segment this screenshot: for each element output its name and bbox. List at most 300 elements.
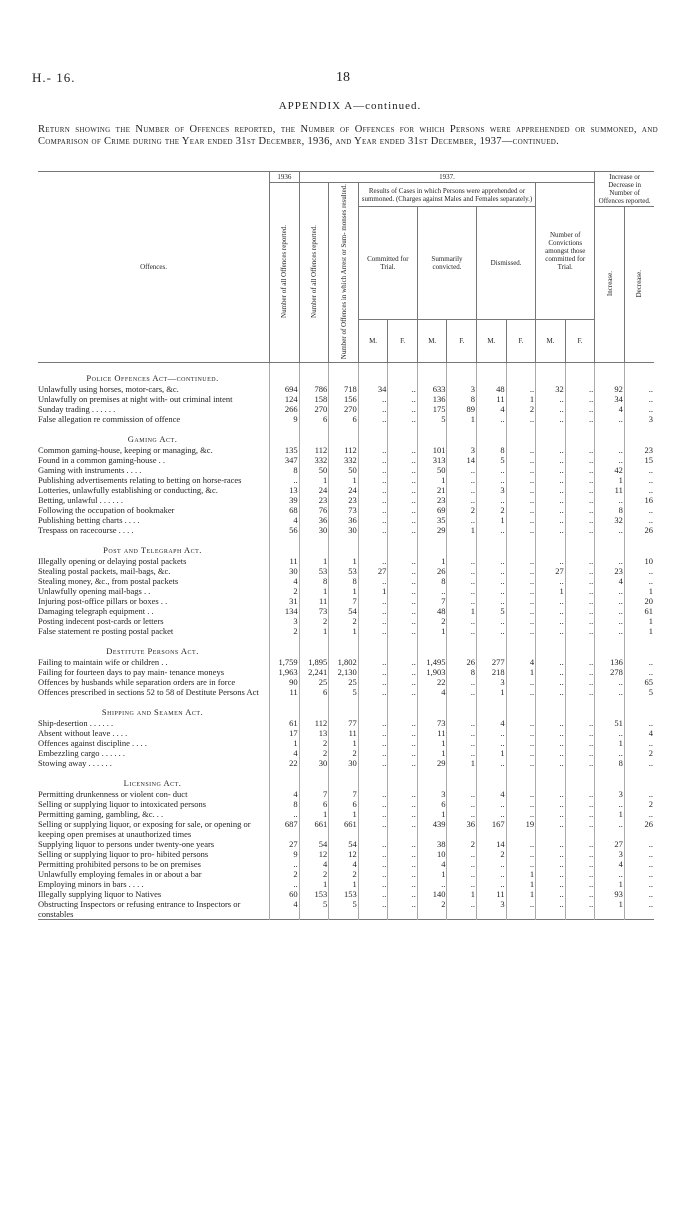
value-cell: .. bbox=[565, 384, 595, 394]
value-cell: 7 bbox=[417, 596, 447, 606]
empty-cell bbox=[447, 535, 477, 556]
value-cell: .. bbox=[388, 495, 418, 505]
value-cell: .. bbox=[536, 758, 566, 768]
value-cell: 20 bbox=[624, 596, 654, 606]
offence-label: False statement re posting postal packet bbox=[38, 626, 174, 637]
value-cell: 8 bbox=[329, 576, 359, 586]
value-cell: .. bbox=[624, 505, 654, 515]
value-cell: .. bbox=[506, 495, 536, 505]
value-cell: 1 bbox=[299, 586, 329, 596]
value-cell: 4 bbox=[417, 687, 447, 697]
value-cell: 8 bbox=[595, 758, 625, 768]
value-cell: .. bbox=[417, 879, 447, 889]
value-cell: 7 bbox=[329, 596, 359, 606]
value-cell: 1 bbox=[358, 586, 388, 596]
value-cell: 136 bbox=[417, 394, 447, 404]
value-cell: 27 bbox=[358, 566, 388, 576]
value-cell: 3 bbox=[447, 445, 477, 455]
value-cell: 73 bbox=[329, 505, 359, 515]
offence-label: Illegally opening or delaying postal packets bbox=[38, 556, 187, 567]
increase-header: Increase. bbox=[595, 207, 625, 363]
value-cell: 15 bbox=[624, 455, 654, 465]
value-cell: .. bbox=[624, 889, 654, 899]
value-cell: .. bbox=[447, 576, 477, 586]
empty-cell bbox=[506, 363, 536, 385]
value-cell: .. bbox=[536, 404, 566, 414]
value-cell: .. bbox=[536, 606, 566, 616]
value-cell: .. bbox=[536, 394, 566, 404]
empty-cell bbox=[536, 697, 566, 718]
value-cell: 1 bbox=[595, 475, 625, 485]
value-cell: .. bbox=[477, 566, 507, 576]
value-cell: 6 bbox=[329, 414, 359, 424]
value-cell: .. bbox=[536, 687, 566, 697]
value-cell: 77 bbox=[329, 718, 359, 728]
value-cell: 167 bbox=[477, 819, 507, 839]
value-cell: 26 bbox=[624, 819, 654, 839]
value-cell: .. bbox=[417, 586, 447, 596]
value-cell: .. bbox=[388, 799, 418, 809]
value-cell: 134 bbox=[270, 606, 300, 616]
value-cell: .. bbox=[358, 869, 388, 879]
value-cell: .. bbox=[447, 677, 477, 687]
empty-cell bbox=[477, 424, 507, 445]
table-row bbox=[38, 404, 654, 414]
value-cell: .. bbox=[447, 475, 477, 485]
value-cell: .. bbox=[388, 616, 418, 626]
value-cell: 270 bbox=[299, 404, 329, 414]
value-cell: 54 bbox=[299, 839, 329, 849]
value-cell: 153 bbox=[299, 889, 329, 899]
value-cell: .. bbox=[595, 525, 625, 535]
empty-cell bbox=[299, 697, 329, 718]
value-cell: .. bbox=[447, 616, 477, 626]
value-cell: .. bbox=[536, 414, 566, 424]
value-cell: .. bbox=[565, 859, 595, 869]
empty-cell bbox=[595, 363, 625, 385]
convictions-female-header: F. bbox=[565, 319, 595, 362]
value-cell: .. bbox=[506, 596, 536, 606]
table-row bbox=[38, 485, 654, 495]
value-cell: .. bbox=[477, 586, 507, 596]
value-cell: 1 bbox=[417, 475, 447, 485]
arrest-summons-header: Number of Offences in which Arrest or Sum- monses resulted. bbox=[329, 183, 359, 363]
value-cell: 633 bbox=[417, 384, 447, 394]
value-cell: .. bbox=[565, 667, 595, 677]
value-cell: .. bbox=[624, 859, 654, 869]
value-cell: 2 bbox=[329, 748, 359, 758]
value-cell: .. bbox=[565, 465, 595, 475]
value-cell: .. bbox=[506, 445, 536, 455]
value-cell: 2 bbox=[329, 869, 359, 879]
offence-label: Posting indecent post-cards or letters bbox=[38, 616, 164, 627]
empty-cell bbox=[565, 697, 595, 718]
value-cell: 9 bbox=[270, 849, 300, 859]
value-cell: 13 bbox=[299, 728, 329, 738]
empty-cell bbox=[417, 535, 447, 556]
value-cell: .. bbox=[536, 738, 566, 748]
empty-cell bbox=[329, 768, 359, 789]
offence-label: Found in a common gaming-house . . bbox=[38, 455, 166, 466]
value-cell: .. bbox=[565, 525, 595, 535]
value-cell: .. bbox=[506, 455, 536, 465]
table-title: Return showing the Number of Offences reported, the Number of Offences for which Persons were apprehended or summoned, and Comparison of Crime during the Year ended 31st December, 1936, and Year ended 31st December, 1937—continued. bbox=[38, 124, 658, 147]
value-cell: .. bbox=[565, 839, 595, 849]
value-cell: 50 bbox=[329, 465, 359, 475]
empty-cell bbox=[329, 636, 359, 657]
value-cell: 1,495 bbox=[417, 657, 447, 667]
table-row bbox=[38, 556, 654, 566]
empty-cell bbox=[477, 697, 507, 718]
value-cell: .. bbox=[388, 789, 418, 799]
section-heading: Police Offences Act—continued. bbox=[86, 373, 219, 384]
value-cell: .. bbox=[536, 799, 566, 809]
table-row bbox=[38, 616, 654, 626]
value-cell: 48 bbox=[477, 384, 507, 394]
value-cell: .. bbox=[624, 657, 654, 667]
value-cell: 27 bbox=[595, 839, 625, 849]
value-cell: 19 bbox=[506, 819, 536, 839]
offence-label: Ship-desertion . . . . . . bbox=[38, 718, 114, 729]
value-cell: 92 bbox=[595, 384, 625, 394]
value-cell: 31 bbox=[270, 596, 300, 606]
offence-label: Publishing advertisements relating to betting on horse-races bbox=[38, 475, 242, 486]
empty-cell bbox=[299, 424, 329, 445]
value-cell: 8 bbox=[447, 667, 477, 677]
value-cell: .. bbox=[565, 455, 595, 465]
value-cell: .. bbox=[358, 515, 388, 525]
value-cell: .. bbox=[477, 475, 507, 485]
value-cell: .. bbox=[358, 718, 388, 728]
table-row bbox=[38, 657, 654, 667]
year-1937-header: 1937. bbox=[299, 172, 595, 183]
table-row bbox=[38, 515, 654, 525]
table-row bbox=[38, 455, 654, 465]
value-cell: .. bbox=[506, 758, 536, 768]
value-cell: 1 bbox=[447, 414, 477, 424]
page-number: 18 bbox=[336, 70, 350, 85]
value-cell: .. bbox=[506, 789, 536, 799]
empty-cell bbox=[299, 535, 329, 556]
value-cell: .. bbox=[536, 869, 566, 879]
empty-cell bbox=[270, 424, 300, 445]
value-cell: 4 bbox=[329, 859, 359, 869]
value-cell: 4 bbox=[477, 789, 507, 799]
value-cell: 65 bbox=[624, 677, 654, 687]
value-cell: 1 bbox=[447, 606, 477, 616]
empty-cell bbox=[565, 636, 595, 657]
value-cell: 347 bbox=[270, 455, 300, 465]
value-cell: .. bbox=[506, 809, 536, 819]
value-cell: .. bbox=[624, 394, 654, 404]
convictions-header: Number of Convictions amongst those committed for Trial. bbox=[536, 183, 595, 320]
value-cell: .. bbox=[358, 475, 388, 485]
table-row bbox=[38, 505, 654, 515]
value-cell: .. bbox=[624, 849, 654, 859]
table-row bbox=[38, 384, 654, 394]
value-cell: 32 bbox=[595, 515, 625, 525]
value-cell: .. bbox=[388, 384, 418, 394]
value-cell: .. bbox=[565, 889, 595, 899]
value-cell: 27 bbox=[536, 566, 566, 576]
value-cell: 718 bbox=[329, 384, 359, 394]
value-cell: .. bbox=[477, 859, 507, 869]
value-cell: 786 bbox=[299, 384, 329, 394]
year-1936-header: 1936 bbox=[270, 172, 300, 183]
empty-cell bbox=[388, 363, 418, 385]
value-cell: 1 bbox=[329, 738, 359, 748]
value-cell: 42 bbox=[595, 465, 625, 475]
value-cell: 175 bbox=[417, 404, 447, 414]
value-cell: .. bbox=[447, 859, 477, 869]
table-row bbox=[38, 879, 654, 889]
value-cell: .. bbox=[624, 404, 654, 414]
value-cell: .. bbox=[565, 626, 595, 636]
offence-label: Unlawfully opening mail-bags . . bbox=[38, 586, 151, 597]
appendix-heading: APPENDIX A—continued. bbox=[278, 100, 422, 112]
empty-cell bbox=[358, 636, 388, 657]
offence-label: Selling or supplying liquor to intoxicated persons bbox=[38, 799, 207, 810]
value-cell: .. bbox=[447, 879, 477, 889]
offence-label: Injuring post-office pillars or boxes . . bbox=[38, 596, 168, 607]
value-cell: 1 bbox=[417, 626, 447, 636]
value-cell: .. bbox=[447, 566, 477, 576]
table-row bbox=[38, 445, 654, 455]
value-cell: .. bbox=[388, 445, 418, 455]
table-row bbox=[38, 475, 654, 485]
value-cell: .. bbox=[477, 465, 507, 475]
value-cell: 14 bbox=[447, 455, 477, 465]
value-cell: .. bbox=[595, 819, 625, 839]
offence-label: Unlawfully using horses, motor-cars, &c. bbox=[38, 384, 179, 395]
value-cell: .. bbox=[624, 576, 654, 586]
table-row bbox=[38, 626, 654, 636]
value-cell: .. bbox=[358, 728, 388, 738]
value-cell: .. bbox=[624, 475, 654, 485]
value-cell: .. bbox=[624, 718, 654, 728]
value-cell: 1 bbox=[477, 515, 507, 525]
value-cell: 1 bbox=[299, 626, 329, 636]
summarily-female-header: F. bbox=[447, 319, 477, 362]
value-cell: .. bbox=[506, 677, 536, 687]
value-cell: 332 bbox=[299, 455, 329, 465]
value-cell: .. bbox=[565, 404, 595, 414]
value-cell: 1 bbox=[477, 687, 507, 697]
value-cell: .. bbox=[565, 899, 595, 920]
value-cell: 1 bbox=[447, 889, 477, 899]
value-cell: 1 bbox=[417, 556, 447, 566]
value-cell: 8 bbox=[417, 576, 447, 586]
table-row bbox=[38, 495, 654, 505]
empty-cell bbox=[417, 424, 447, 445]
value-cell: .. bbox=[388, 556, 418, 566]
value-cell: .. bbox=[388, 394, 418, 404]
empty-cell bbox=[506, 697, 536, 718]
value-cell: .. bbox=[624, 738, 654, 748]
value-cell: .. bbox=[565, 677, 595, 687]
value-cell: 2 bbox=[624, 748, 654, 758]
value-cell: .. bbox=[536, 616, 566, 626]
value-cell: 53 bbox=[329, 566, 359, 576]
value-cell: .. bbox=[536, 728, 566, 738]
table-row bbox=[38, 677, 654, 687]
value-cell: .. bbox=[388, 465, 418, 475]
empty-cell bbox=[299, 768, 329, 789]
value-cell: .. bbox=[358, 596, 388, 606]
offence-label: Stowing away . . . . . . bbox=[38, 758, 112, 769]
value-cell: .. bbox=[595, 586, 625, 596]
table-row bbox=[38, 899, 654, 920]
value-cell: 5 bbox=[477, 455, 507, 465]
value-cell: 1 bbox=[417, 738, 447, 748]
value-cell: .. bbox=[447, 596, 477, 606]
value-cell: 1,759 bbox=[270, 657, 300, 667]
value-cell: 2 bbox=[299, 616, 329, 626]
committed-female-header: F. bbox=[388, 319, 418, 362]
value-cell: 1,802 bbox=[329, 657, 359, 667]
value-cell: .. bbox=[358, 839, 388, 849]
value-cell: 278 bbox=[595, 667, 625, 677]
value-cell: 8 bbox=[477, 445, 507, 455]
value-cell: .. bbox=[565, 789, 595, 799]
empty-cell bbox=[595, 535, 625, 556]
value-cell: 73 bbox=[299, 606, 329, 616]
value-cell: 2 bbox=[417, 616, 447, 626]
value-cell: .. bbox=[536, 556, 566, 566]
value-cell: 2 bbox=[506, 404, 536, 414]
value-cell: .. bbox=[565, 657, 595, 667]
offence-label: Embezzling cargo . . . . . . bbox=[38, 748, 125, 759]
value-cell: .. bbox=[506, 475, 536, 485]
value-cell: .. bbox=[565, 556, 595, 566]
value-cell: .. bbox=[565, 596, 595, 606]
offence-label: Failing to maintain wife or children . . bbox=[38, 657, 168, 668]
value-cell: 1 bbox=[506, 879, 536, 889]
value-cell: .. bbox=[358, 859, 388, 869]
value-cell: .. bbox=[565, 495, 595, 505]
value-cell: .. bbox=[388, 657, 418, 667]
value-cell: .. bbox=[388, 667, 418, 677]
value-cell: 2 bbox=[270, 626, 300, 636]
all-offences-1936-header: Number of all Offences reported. bbox=[270, 183, 300, 363]
offence-label: Lotteries, unlawfully establishing or conducting, &c. bbox=[38, 485, 218, 496]
value-cell: .. bbox=[536, 809, 566, 819]
offence-label: Sunday trading . . . . . . bbox=[38, 404, 116, 415]
summarily-male-header: M. bbox=[417, 319, 447, 362]
value-cell: .. bbox=[358, 889, 388, 899]
value-cell: .. bbox=[477, 626, 507, 636]
value-cell: 112 bbox=[299, 445, 329, 455]
value-cell: .. bbox=[536, 495, 566, 505]
empty-cell bbox=[358, 768, 388, 789]
empty-cell bbox=[624, 697, 654, 718]
value-cell: .. bbox=[506, 525, 536, 535]
value-cell: .. bbox=[358, 445, 388, 455]
value-cell: 8 bbox=[270, 465, 300, 475]
offence-label: Offences prescribed in sections 52 to 58 of Destitute Persons Act bbox=[38, 687, 259, 698]
section-heading: Post and Telegraph Act. bbox=[103, 545, 202, 556]
value-cell: .. bbox=[447, 748, 477, 758]
empty-cell bbox=[624, 535, 654, 556]
value-cell: 1 bbox=[417, 809, 447, 819]
value-cell: .. bbox=[565, 758, 595, 768]
table-row bbox=[38, 748, 654, 758]
value-cell: .. bbox=[565, 394, 595, 404]
committed-header: Committed for Trial. bbox=[358, 207, 417, 320]
value-cell: 4 bbox=[595, 576, 625, 586]
value-cell: 6 bbox=[299, 799, 329, 809]
value-cell: .. bbox=[595, 677, 625, 687]
value-cell: .. bbox=[506, 556, 536, 566]
value-cell: 270 bbox=[329, 404, 359, 414]
empty-cell bbox=[270, 768, 300, 789]
value-cell: .. bbox=[477, 758, 507, 768]
value-cell: .. bbox=[358, 525, 388, 535]
value-cell: .. bbox=[388, 809, 418, 819]
section-heading: Licensing Act. bbox=[123, 778, 182, 789]
value-cell: .. bbox=[536, 475, 566, 485]
value-cell: .. bbox=[447, 495, 477, 505]
empty-cell bbox=[329, 424, 359, 445]
section-heading-row bbox=[38, 363, 654, 385]
value-cell: 11 bbox=[270, 687, 300, 697]
value-cell: 50 bbox=[417, 465, 447, 475]
offence-label: Publishing betting charts . . . . bbox=[38, 515, 140, 526]
value-cell: 10 bbox=[624, 556, 654, 566]
value-cell: 4 bbox=[270, 748, 300, 758]
value-cell: .. bbox=[358, 455, 388, 465]
value-cell: .. bbox=[447, 465, 477, 475]
value-cell: 53 bbox=[299, 566, 329, 576]
value-cell: 2,130 bbox=[329, 667, 359, 677]
offence-label: Illegally supplying liquor to Natives bbox=[38, 889, 162, 900]
table-row bbox=[38, 789, 654, 799]
value-cell: .. bbox=[506, 738, 536, 748]
value-cell: 54 bbox=[329, 839, 359, 849]
value-cell: 1 bbox=[417, 869, 447, 879]
summarily-header: Summarily convicted. bbox=[417, 207, 476, 320]
value-cell: 4 bbox=[506, 657, 536, 667]
value-cell: .. bbox=[447, 899, 477, 920]
value-cell: .. bbox=[358, 616, 388, 626]
value-cell: .. bbox=[447, 869, 477, 879]
value-cell: .. bbox=[624, 485, 654, 495]
table-row bbox=[38, 728, 654, 738]
value-cell: .. bbox=[388, 626, 418, 636]
value-cell: 135 bbox=[270, 445, 300, 455]
value-cell: 112 bbox=[299, 718, 329, 728]
value-cell: 1 bbox=[595, 738, 625, 748]
value-cell: 1 bbox=[329, 586, 359, 596]
convictions-male-header: M. bbox=[536, 319, 566, 362]
value-cell: 1,963 bbox=[270, 667, 300, 677]
value-cell: .. bbox=[565, 728, 595, 738]
value-cell: 54 bbox=[329, 606, 359, 616]
value-cell: .. bbox=[358, 758, 388, 768]
value-cell: .. bbox=[447, 849, 477, 859]
value-cell: .. bbox=[358, 394, 388, 404]
offence-label: Following the occupation of bookmaker bbox=[38, 505, 175, 516]
value-cell: .. bbox=[595, 495, 625, 505]
value-cell: .. bbox=[358, 687, 388, 697]
empty-cell bbox=[624, 768, 654, 789]
value-cell: 2 bbox=[477, 505, 507, 515]
value-cell: .. bbox=[506, 849, 536, 859]
empty-cell bbox=[358, 535, 388, 556]
value-cell: 4 bbox=[595, 404, 625, 414]
value-cell: 1 bbox=[447, 758, 477, 768]
value-cell: .. bbox=[565, 616, 595, 626]
